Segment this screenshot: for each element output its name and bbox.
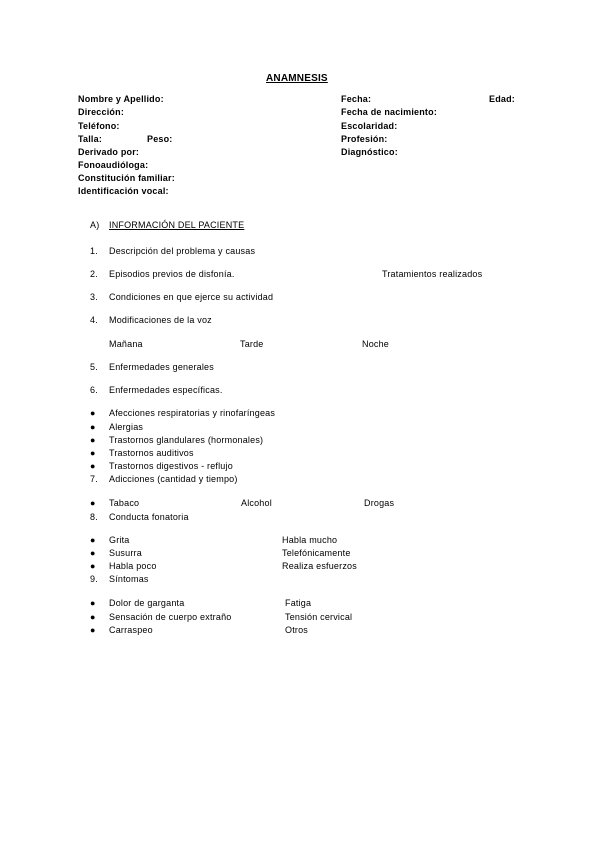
field-telefono: Teléfono: — [78, 121, 120, 131]
item-7-text: Adicciones (cantidad y tiempo) — [109, 474, 238, 484]
sintoma-item: Tensión cervical — [285, 612, 353, 622]
bullet-icon: ● — [90, 612, 96, 622]
sintoma-item: Fatiga — [285, 598, 312, 608]
item-1-num: 1. — [90, 246, 98, 256]
conducta-item: Habla poco — [109, 561, 157, 571]
adiccion-alcohol: Alcohol — [241, 498, 272, 508]
item-5-text: Enfermedades generales — [109, 362, 214, 372]
especifica-item: Trastornos digestivos - reflujo — [109, 461, 233, 471]
item-4-num: 4. — [90, 315, 98, 325]
page-title: ANAMNESIS — [266, 73, 328, 84]
field-direccion: Dirección: — [78, 107, 125, 117]
conducta-item: Susurra — [109, 548, 142, 558]
item-4-text: Modificaciones de la voz — [109, 315, 212, 325]
field-constitucion: Constitución familiar: — [78, 173, 175, 183]
adiccion-drogas: Drogas — [364, 498, 395, 508]
voz-tarde: Tarde — [240, 339, 264, 349]
field-fecha: Fecha: — [341, 94, 372, 104]
sintoma-item: Dolor de garganta — [109, 598, 185, 608]
item-6-text: Enfermedades específicas. — [109, 385, 223, 395]
bullet-icon: ● — [90, 548, 96, 558]
especifica-item: Afecciones respiratorias y rinofaríngeas — [109, 408, 276, 418]
field-escolaridad: Escolaridad: — [341, 121, 398, 131]
bullet-icon: ● — [90, 435, 96, 445]
item-8-text: Conducta fonatoria — [109, 512, 189, 522]
item-6-num: 6. — [90, 385, 98, 395]
item-9-num: 9. — [90, 574, 98, 584]
item-2-text: Episodios previos de disfonía. — [109, 269, 235, 279]
bullet-icon: ● — [90, 598, 96, 608]
conducta-item: Telefónicamente — [282, 548, 351, 558]
field-profesion: Profesión: — [341, 134, 388, 144]
especifica-item: Trastornos glandulares (hormonales) — [109, 435, 264, 445]
field-fecha-nacimiento: Fecha de nacimiento: — [341, 107, 438, 117]
item-2-extra: Tratamientos realizados — [382, 269, 483, 279]
field-identificacion: Identificación vocal: — [78, 186, 169, 196]
item-5-num: 5. — [90, 362, 98, 372]
conducta-item: Realiza esfuerzos — [282, 561, 357, 571]
bullet-icon: ● — [90, 535, 96, 545]
item-3-num: 3. — [90, 292, 98, 302]
field-edad: Edad: — [489, 94, 516, 104]
sintoma-item: Otros — [285, 625, 309, 635]
field-talla: Talla: — [78, 134, 103, 144]
item-3-text: Condiciones en que ejerce su actividad — [109, 292, 274, 302]
especifica-item: Trastornos auditivos — [109, 448, 194, 458]
especifica-item: Alergias — [109, 422, 144, 432]
field-nombre: Nombre y Apellido: — [78, 94, 164, 104]
item-7-num: 7. — [90, 474, 98, 484]
sintoma-item: Sensación de cuerpo extraño — [109, 612, 232, 622]
field-diagnostico: Diagnóstico: — [341, 147, 398, 157]
section-a-label: A) — [90, 220, 100, 230]
item-1-text: Descripción del problema y causas — [109, 246, 256, 256]
bullet-icon: ● — [90, 625, 96, 635]
bullet-icon: ● — [90, 448, 96, 458]
conducta-item: Grita — [109, 535, 130, 545]
conducta-item: Habla mucho — [282, 535, 338, 545]
field-derivado: Derivado por: — [78, 147, 140, 157]
adiccion-tabaco: Tabaco — [109, 498, 140, 508]
sintoma-item: Carraspeo — [109, 625, 153, 635]
field-fonoaudiologa: Fonoaudióloga: — [78, 160, 149, 170]
bullet-icon: ● — [90, 408, 96, 418]
field-peso: Peso: — [147, 134, 173, 144]
item-9-text: Síntomas — [109, 574, 149, 584]
item-8-num: 8. — [90, 512, 98, 522]
bullet-icon: ● — [90, 461, 96, 471]
bullet-icon: ● — [90, 498, 96, 508]
section-a-title: INFORMACIÓN DEL PACIENTE — [109, 220, 245, 230]
bullet-icon: ● — [90, 422, 96, 432]
item-2-num: 2. — [90, 269, 98, 279]
voz-manana: Mañana — [109, 339, 143, 349]
voz-noche: Noche — [362, 339, 390, 349]
bullet-icon: ● — [90, 561, 96, 571]
